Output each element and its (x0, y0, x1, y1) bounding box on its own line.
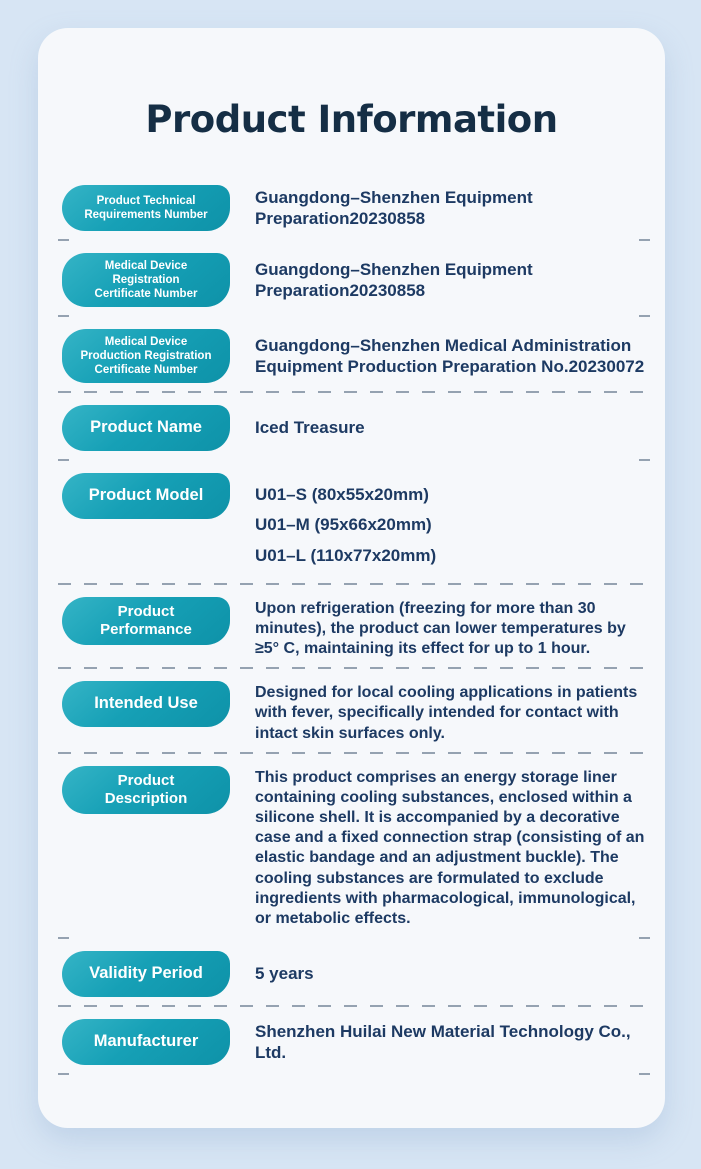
row-label-line: Product Technical (96, 194, 196, 207)
dashed-separator (58, 315, 650, 317)
dashed-separator (58, 937, 650, 939)
row-value (255, 259, 533, 302)
info-row-product-model (38, 473, 665, 575)
info-row-manufacturer (38, 1019, 665, 1065)
info-row-medical-device-production-registration-certificate-number (38, 329, 665, 383)
info-row-product-performance (38, 597, 665, 659)
row-label-line: Product Model (88, 486, 204, 505)
row-value-line: Shenzhen Huilai New Material Technology Co., Ltd. (255, 1021, 631, 1063)
row-label-line: Certificate Number (94, 288, 198, 301)
row-value-line: Guangdong–Shenzhen Equipment (255, 187, 533, 207)
dashed-separator (58, 583, 650, 585)
info-row-intended-use (38, 681, 665, 743)
row-value-line: U01–M (95x66x20mm) (255, 515, 432, 535)
row-label-line: Manufacturer (93, 1032, 199, 1051)
row-value (255, 417, 365, 438)
row-value (255, 187, 533, 230)
row-label-pill (62, 681, 230, 727)
dashed-separator (58, 459, 650, 461)
dashed-separator (58, 1073, 650, 1075)
row-label-pill (62, 329, 230, 383)
info-row-validity-period (38, 951, 665, 997)
dashed-separator (58, 752, 650, 754)
info-row-product-technical-requirements-number (38, 185, 665, 231)
row-label-pill (62, 597, 230, 646)
row-value-line: Preparation20230858 (255, 209, 426, 228)
row-value-line: Equipment Production Preparation No.20230072 (255, 357, 645, 377)
info-row-medical-device-registration-certificate-number (38, 253, 665, 307)
row-label-pill (62, 1019, 230, 1065)
row-label-line: Production Registration (80, 350, 212, 363)
row-label-pill (62, 405, 230, 451)
row-value: Designed for local cooling applications in patients with fever, specifically intended for contact with intact skin surfaces only. (255, 684, 638, 742)
row-value-line: U01–S (80x55x20mm) (255, 485, 429, 505)
row-label-pill (62, 473, 230, 519)
row-value-line: Guangdong–Shenzhen Medical Administration (255, 335, 632, 355)
row-label-line: Performance (100, 621, 192, 639)
row-label-pill (62, 951, 230, 997)
row-label-pill (62, 185, 230, 231)
dashed-separator (58, 391, 650, 393)
info-row-product-name (38, 405, 665, 451)
row-value (255, 335, 644, 378)
row-label-line: Product (117, 602, 175, 620)
dashed-separator (58, 1005, 650, 1007)
info-row-product-description (38, 766, 665, 929)
row-label-line: Medical Device (104, 336, 188, 349)
row-label-pill (62, 253, 230, 307)
row-value (255, 963, 314, 984)
row-value-line: Guangdong–Shenzhen Equipment (255, 259, 533, 279)
row-value: This product comprises an energy storage liner containing cooling substances, enclosed within a silicone shell. It is accompanied by a decorative case and a fixed connection strap (consisting of an elastic bandage and an adjustment buckle). The cooling substances are formulated to exclude ingredients with pharmacological, immunological, or metabolic effects. (255, 768, 645, 927)
row-label-line: Validity Period (89, 964, 203, 983)
page-title: Product Information (145, 98, 558, 141)
row-label-line: Description (104, 790, 188, 808)
row-label-line: Intended Use (94, 694, 198, 713)
row-value-line: 5 years (255, 964, 314, 984)
info-rows (38, 185, 665, 1075)
row-label-line: Product (117, 771, 175, 789)
dashed-separator (58, 667, 650, 669)
dashed-separator (58, 239, 650, 241)
row-value-line: U01–L (110x77x20mm) (255, 545, 437, 565)
row-value: Upon refrigeration (freezing for more than 30 minutes), the product can lower temperatures by ≥5° C, maintaining its effect for up to 1 hour. (255, 599, 626, 658)
product-info-card (38, 28, 665, 1128)
row-label-line: Product Name (90, 418, 202, 437)
row-label-line: Medical Device (104, 260, 188, 272)
row-value (255, 1021, 651, 1064)
row-label-line: Registration (112, 274, 180, 287)
row-value (255, 473, 436, 575)
row-value-line: Preparation20230858 (255, 281, 426, 301)
row-label-line: Requirements Number (84, 209, 208, 221)
row-label-pill (62, 766, 230, 815)
row-label-line: Certificate Number (94, 364, 198, 377)
row-value-line: Iced Treasure (255, 418, 365, 438)
